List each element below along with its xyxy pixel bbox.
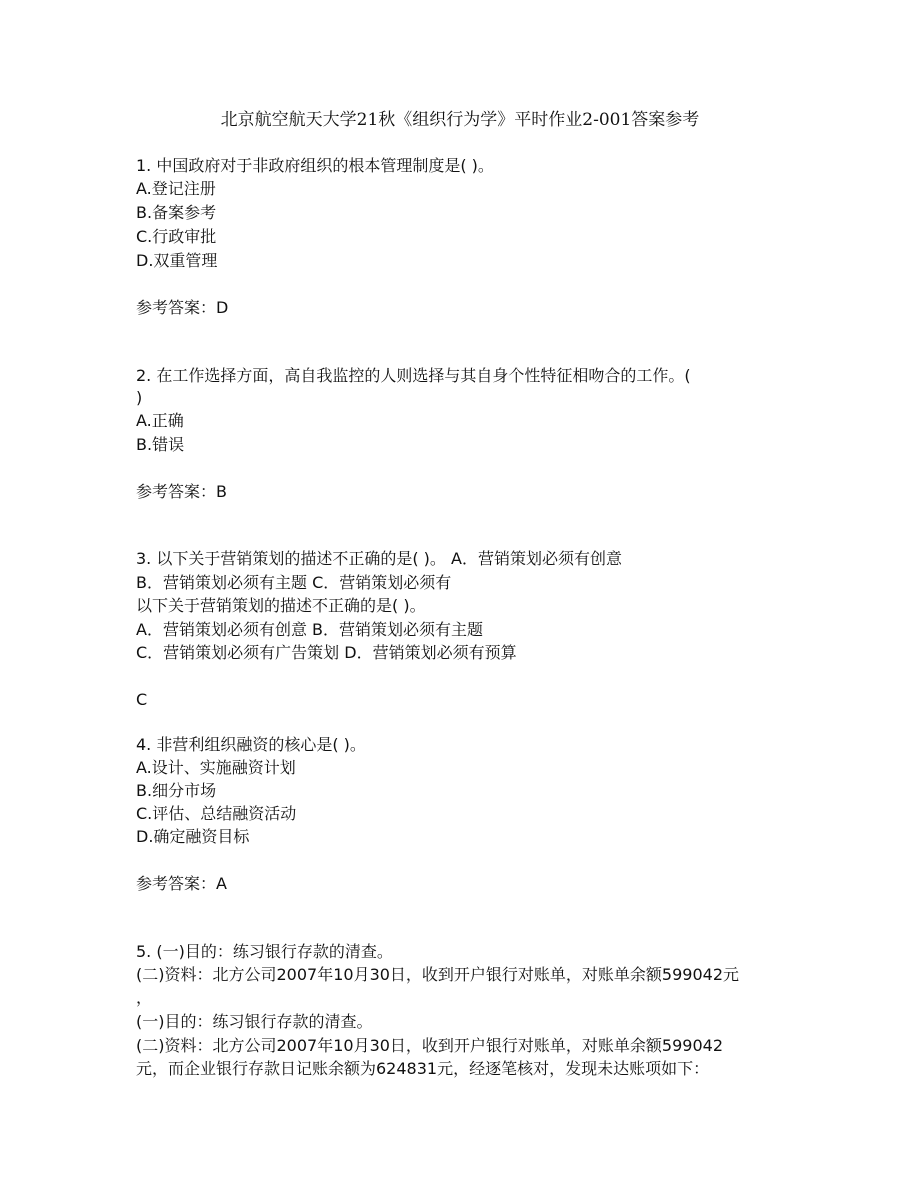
question-2-option-b: B.错误 [136,435,185,454]
question-4-option-b: B.细分市场 [136,781,217,800]
question-5-stem-comma: ， [136,988,153,1007]
document-title: 北京航空航天大学21秋《组织行为学》平时作业2-001答案参考 [220,110,700,130]
question-1-option-a: A.登记注册 [136,179,216,198]
question-4-answer: 参考答案：A [136,874,227,893]
question-4-option-a: A.设计、实施融资计划 [136,758,296,777]
question-3-stem-cont: B．营销策划必须有主题 C．营销策划必须有 [136,573,452,592]
question-3-answer: C [136,690,148,709]
question-1-option-c: C.行政审批 [136,227,217,246]
question-2-stem: 2. 在工作选择方面，高自我监控的人则选择与其自身个性特征相吻合的工作。( [136,366,691,385]
question-2-option-a: A.正确 [136,411,184,430]
question-3-options-cd: C．营销策划必须有广告策划 D．营销策划必须有预算 [136,643,517,662]
question-5-body-data: (二)资料：北方公司2007年10月30日，收到开户银行对账单，对账单余额599042 [136,1036,724,1055]
question-4-option-d: D.确定融资目标 [136,827,250,846]
question-3-stem: 3. 以下关于营销策划的描述不正确的是( )。 A．营销策划必须有创意 [136,549,622,568]
question-1-answer: 参考答案：D [136,298,229,317]
question-3-body-line: 以下关于营销策划的描述不正确的是( )。 [136,596,426,615]
question-4-stem: 4. 非营利组织融资的核心是( )。 [136,735,366,754]
question-1-stem: 1. 中国政府对于非政府组织的根本管理制度是( )。 [136,156,494,175]
question-5-stem-cont: (二)资料：北方公司2007年10月30日，收到开户银行对账单，对账单余额599042元 [136,965,740,984]
question-2-answer: 参考答案：B [136,482,227,501]
question-5-body-purpose: (一)目的：练习银行存款的清查。 [136,1012,373,1031]
question-1-option-d: D.双重管理 [136,251,218,270]
question-1-option-b: B.备案参考 [136,203,217,222]
question-5-stem: 5. (一)目的：练习银行存款的清查。 [136,942,393,961]
question-5-body-data-cont: 元，而企业银行存款日记账余额为624831元，经逐笔核对，发现未达账项如下： [136,1059,710,1078]
question-3-options-ab: A．营销策划必须有创意 B．营销策划必须有主题 [136,620,484,639]
question-4-option-c: C.评估、总结融资活动 [136,804,297,823]
question-2-stem-cont: ) [136,388,143,407]
